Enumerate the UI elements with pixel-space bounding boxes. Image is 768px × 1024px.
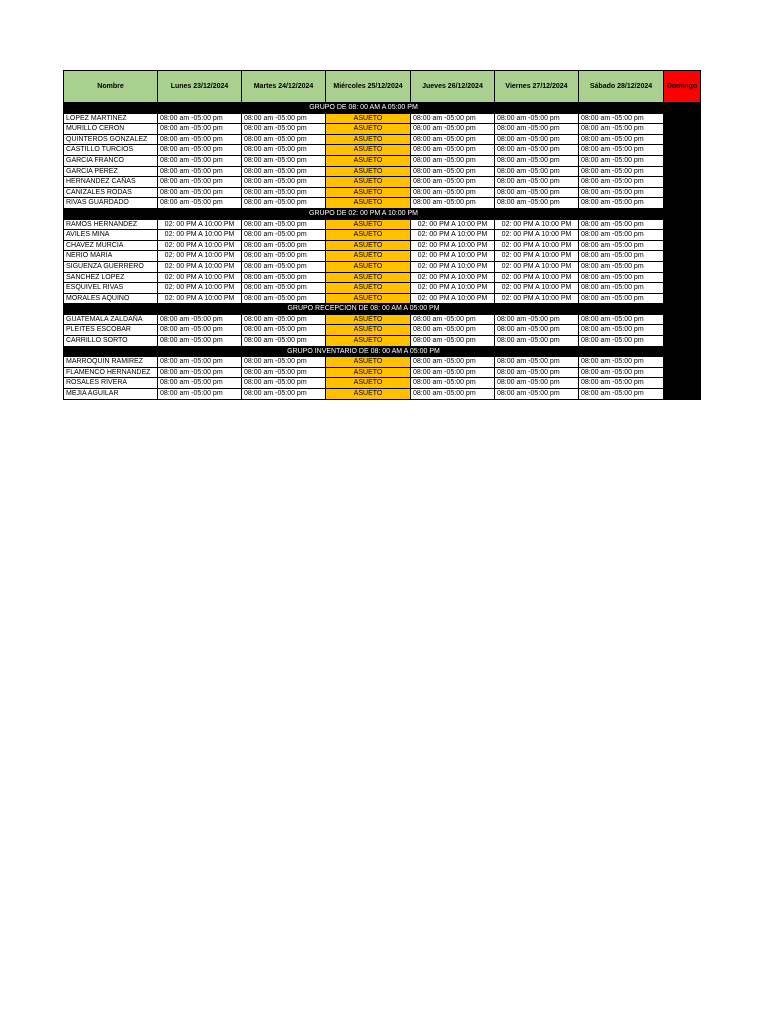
shift-cell: 08:00 am -05:00 pm (242, 198, 326, 209)
shift-cell: 02: 00 PM A 10:00 PM (495, 240, 579, 251)
shift-cell: 08:00 am -05:00 pm (242, 293, 326, 304)
shift-cell: 08:00 am -05:00 pm (158, 198, 242, 209)
header-martes: Martes 24/12/2024 (242, 71, 326, 103)
employee-name: ROSALES RIVERA (64, 378, 158, 389)
shift-cell: 08:00 am -05:00 pm (158, 134, 242, 145)
shift-cell: 02: 00 PM A 10:00 PM (158, 283, 242, 294)
shift-cell: 02: 00 PM A 10:00 PM (495, 219, 579, 230)
shift-cell: 08:00 am -05:00 pm (579, 325, 664, 336)
shift-cell: 08:00 am -05:00 pm (495, 325, 579, 336)
shift-cell: 08:00 am -05:00 pm (495, 314, 579, 325)
shift-cell: 08:00 am -05:00 pm (242, 187, 326, 198)
shift-cell: 08:00 am -05:00 pm (495, 389, 579, 400)
employee-name: MEJIA AGUILAR (64, 389, 158, 400)
shift-cell: 08:00 am -05:00 pm (411, 357, 495, 368)
shift-cell: 08:00 am -05:00 pm (242, 367, 326, 378)
shift-cell: 08:00 am -05:00 pm (579, 113, 664, 124)
shift-cell: 08:00 am -05:00 pm (411, 134, 495, 145)
group-header-row (64, 346, 701, 357)
shift-cell: 02: 00 PM A 10:00 PM (495, 251, 579, 262)
shift-cell: 08:00 am -05:00 pm (242, 134, 326, 145)
shift-cell: 08:00 am -05:00 pm (579, 166, 664, 177)
shift-cell: 08:00 am -05:00 pm (242, 389, 326, 400)
holiday-cell: ASUETO (326, 357, 411, 368)
table-row (64, 113, 701, 124)
employee-name: CANIZALES RODAS (64, 187, 158, 198)
table-row (64, 325, 701, 336)
shift-cell: 08:00 am -05:00 pm (495, 155, 579, 166)
table-row (64, 240, 701, 251)
shift-cell: 02: 00 PM A 10:00 PM (495, 272, 579, 283)
employee-name: SANCHEZ LOPEZ (64, 272, 158, 283)
table-row (64, 378, 701, 389)
shift-cell: 02: 00 PM A 10:00 PM (411, 230, 495, 241)
shift-cell: 08:00 am -05:00 pm (411, 187, 495, 198)
table-row (64, 357, 701, 368)
shift-cell: 08:00 am -05:00 pm (411, 145, 495, 156)
shift-cell: 08:00 am -05:00 pm (579, 124, 664, 135)
shift-cell: 08:00 am -05:00 pm (411, 155, 495, 166)
shift-cell: 08:00 am -05:00 pm (411, 378, 495, 389)
employee-name: AVILES MINA (64, 230, 158, 241)
shift-cell: 08:00 am -05:00 pm (579, 357, 664, 368)
shift-cell: 08:00 am -05:00 pm (495, 177, 579, 188)
employee-name: CASTILLO TURCIOS (64, 145, 158, 156)
holiday-cell: ASUETO (326, 155, 411, 166)
shift-cell: 02: 00 PM A 10:00 PM (158, 251, 242, 262)
holiday-cell: ASUETO (326, 198, 411, 209)
shift-cell: 08:00 am -05:00 pm (411, 325, 495, 336)
shift-cell: 08:00 am -05:00 pm (158, 145, 242, 156)
shift-cell: 08:00 am -05:00 pm (579, 240, 664, 251)
shift-cell: 08:00 am -05:00 pm (579, 367, 664, 378)
shift-cell: 08:00 am -05:00 pm (158, 325, 242, 336)
shift-cell: 08:00 am -05:00 pm (579, 219, 664, 230)
header-nombre: Nombre (64, 71, 158, 103)
schedule-body (64, 103, 701, 400)
table-row (64, 187, 701, 198)
shift-cell: 08:00 am -05:00 pm (411, 367, 495, 378)
shift-cell: 08:00 am -05:00 pm (242, 219, 326, 230)
shift-cell: 02: 00 PM A 10:00 PM (411, 293, 495, 304)
header-domingo: Domingo (664, 71, 701, 103)
shift-cell: 08:00 am -05:00 pm (411, 124, 495, 135)
shift-cell: 08:00 am -05:00 pm (495, 187, 579, 198)
holiday-cell: ASUETO (326, 134, 411, 145)
holiday-cell: ASUETO (326, 145, 411, 156)
employee-name: MARROQUIN RAMIREZ (64, 357, 158, 368)
shift-cell: 08:00 am -05:00 pm (579, 187, 664, 198)
employee-name: FLAMENCO HERNANDEZ (64, 367, 158, 378)
shift-cell: 08:00 am -05:00 pm (242, 272, 326, 283)
shift-cell: 08:00 am -05:00 pm (579, 293, 664, 304)
shift-cell: 08:00 am -05:00 pm (579, 177, 664, 188)
holiday-cell: ASUETO (326, 240, 411, 251)
shift-cell: 08:00 am -05:00 pm (158, 367, 242, 378)
shift-cell: 02: 00 PM A 10:00 PM (158, 230, 242, 241)
holiday-cell: ASUETO (326, 177, 411, 188)
employee-name: LOPEZ MARTINEZ (64, 113, 158, 124)
shift-cell: 08:00 am -05:00 pm (495, 357, 579, 368)
table-row (64, 367, 701, 378)
shift-cell: 02: 00 PM A 10:00 PM (495, 230, 579, 241)
shift-cell: 08:00 am -05:00 pm (242, 166, 326, 177)
holiday-cell: ASUETO (326, 166, 411, 177)
shift-cell: 08:00 am -05:00 pm (242, 261, 326, 272)
group-title: GRUPO INVENTARIO DE 08: 00 AM A 05:00 PM (64, 346, 664, 357)
shift-cell: 08:00 am -05:00 pm (411, 336, 495, 347)
table-row (64, 177, 701, 188)
shift-cell: 08:00 am -05:00 pm (411, 177, 495, 188)
shift-cell: 02: 00 PM A 10:00 PM (158, 240, 242, 251)
table-row (64, 134, 701, 145)
holiday-cell: ASUETO (326, 219, 411, 230)
employee-name: QUINTEROS GONZALEZ (64, 134, 158, 145)
table-row (64, 272, 701, 283)
shift-cell: 02: 00 PM A 10:00 PM (411, 240, 495, 251)
holiday-cell: ASUETO (326, 272, 411, 283)
employee-name: MORALES AQUINO (64, 293, 158, 304)
shift-cell: 08:00 am -05:00 pm (158, 177, 242, 188)
table-row (64, 155, 701, 166)
holiday-cell: ASUETO (326, 389, 411, 400)
shift-cell: 08:00 am -05:00 pm (495, 336, 579, 347)
shift-cell: 02: 00 PM A 10:00 PM (411, 272, 495, 283)
shift-cell: 08:00 am -05:00 pm (495, 113, 579, 124)
shift-cell: 08:00 am -05:00 pm (158, 336, 242, 347)
shift-cell: 08:00 am -05:00 pm (495, 145, 579, 156)
shift-cell: 08:00 am -05:00 pm (495, 198, 579, 209)
shift-cell: 08:00 am -05:00 pm (158, 166, 242, 177)
group-header-row (64, 208, 701, 219)
shift-cell: 08:00 am -05:00 pm (158, 378, 242, 389)
table-row (64, 198, 701, 209)
group-header-row (64, 103, 701, 114)
shift-cell: 08:00 am -05:00 pm (495, 367, 579, 378)
employee-name: NERIO MARIA (64, 251, 158, 262)
employee-name: CHAVEZ MURCIA (64, 240, 158, 251)
shift-cell: 08:00 am -05:00 pm (158, 124, 242, 135)
holiday-cell: ASUETO (326, 187, 411, 198)
shift-cell: 08:00 am -05:00 pm (158, 187, 242, 198)
employee-name: GUATEMALA ZALDAÑA (64, 314, 158, 325)
shift-cell: 02: 00 PM A 10:00 PM (495, 293, 579, 304)
shift-cell: 02: 00 PM A 10:00 PM (495, 261, 579, 272)
table-row (64, 336, 701, 347)
shift-cell: 08:00 am -05:00 pm (579, 230, 664, 241)
shift-cell: 02: 00 PM A 10:00 PM (411, 283, 495, 294)
holiday-cell: ASUETO (326, 336, 411, 347)
employee-name: RAMOS HERNANDEZ (64, 219, 158, 230)
shift-cell: 02: 00 PM A 10:00 PM (158, 293, 242, 304)
shift-cell: 08:00 am -05:00 pm (242, 155, 326, 166)
table-row (64, 251, 701, 262)
employee-name: ESQUIVEL RIVAS (64, 283, 158, 294)
shift-cell: 02: 00 PM A 10:00 PM (158, 219, 242, 230)
holiday-cell: ASUETO (326, 378, 411, 389)
table-row (64, 283, 701, 294)
shift-cell: 08:00 am -05:00 pm (242, 113, 326, 124)
holiday-cell: ASUETO (326, 314, 411, 325)
shift-cell: 08:00 am -05:00 pm (579, 389, 664, 400)
holiday-cell: ASUETO (326, 367, 411, 378)
shift-cell: 08:00 am -05:00 pm (242, 124, 326, 135)
shift-cell: 08:00 am -05:00 pm (158, 357, 242, 368)
shift-cell: 08:00 am -05:00 pm (242, 177, 326, 188)
shift-cell: 02: 00 PM A 10:00 PM (411, 261, 495, 272)
shift-cell: 02: 00 PM A 10:00 PM (158, 272, 242, 283)
employee-name: RIVAS GUARDADO (64, 198, 158, 209)
header-viernes: Viernes 27/12/2024 (495, 71, 579, 103)
shift-cell: 08:00 am -05:00 pm (242, 145, 326, 156)
shift-cell: 02: 00 PM A 10:00 PM (158, 261, 242, 272)
shift-cell: 08:00 am -05:00 pm (579, 261, 664, 272)
shift-cell: 08:00 am -05:00 pm (579, 378, 664, 389)
shift-cell: 08:00 am -05:00 pm (242, 357, 326, 368)
header-miercoles: Miércoles 25/12/2024 (326, 71, 411, 103)
table-row (64, 124, 701, 135)
table-row (64, 314, 701, 325)
employee-name: HERNANDEZ CAÑAS (64, 177, 158, 188)
shift-cell: 02: 00 PM A 10:00 PM (411, 251, 495, 262)
schedule-table (63, 70, 701, 400)
employee-name: PLEITES ESCOBAR (64, 325, 158, 336)
employee-name: MURILLO CERON (64, 124, 158, 135)
shift-cell: 08:00 am -05:00 pm (495, 124, 579, 135)
shift-cell: 08:00 am -05:00 pm (242, 336, 326, 347)
shift-cell: 08:00 am -05:00 pm (242, 230, 326, 241)
holiday-cell: ASUETO (326, 124, 411, 135)
shift-cell: 08:00 am -05:00 pm (158, 113, 242, 124)
shift-cell: 02: 00 PM A 10:00 PM (411, 219, 495, 230)
holiday-cell: ASUETO (326, 230, 411, 241)
employee-name: SIGUENZA GUERRERO (64, 261, 158, 272)
table-row (64, 293, 701, 304)
shift-cell: 08:00 am -05:00 pm (579, 134, 664, 145)
shift-cell: 08:00 am -05:00 pm (579, 251, 664, 262)
shift-cell: 08:00 am -05:00 pm (242, 314, 326, 325)
shift-cell: 08:00 am -05:00 pm (411, 314, 495, 325)
shift-cell: 08:00 am -05:00 pm (158, 314, 242, 325)
holiday-cell: ASUETO (326, 325, 411, 336)
shift-cell: 08:00 am -05:00 pm (242, 378, 326, 389)
sunday-column-cell (664, 103, 701, 400)
shift-cell: 08:00 am -05:00 pm (579, 272, 664, 283)
shift-cell: 08:00 am -05:00 pm (579, 336, 664, 347)
header-sabado: Sábado 28/12/2024 (579, 71, 664, 103)
holiday-cell: ASUETO (326, 293, 411, 304)
shift-cell: 08:00 am -05:00 pm (579, 314, 664, 325)
shift-cell: 08:00 am -05:00 pm (158, 389, 242, 400)
header-jueves: Jueves 26/12/2024 (411, 71, 495, 103)
group-title: GRUPO RECEPCION DE 08: 00 AM A 05:00 PM (64, 304, 664, 315)
holiday-cell: ASUETO (326, 113, 411, 124)
table-row (64, 389, 701, 400)
shift-cell: 08:00 am -05:00 pm (242, 283, 326, 294)
employee-name: GARCIA FRANCO (64, 155, 158, 166)
shift-cell: 08:00 am -05:00 pm (411, 389, 495, 400)
shift-cell: 08:00 am -05:00 pm (411, 166, 495, 177)
holiday-cell: ASUETO (326, 261, 411, 272)
table-row (64, 261, 701, 272)
holiday-cell: ASUETO (326, 283, 411, 294)
table-row (64, 166, 701, 177)
group-title: GRUPO DE 02: 00 PM A 10:00 PM (64, 208, 664, 219)
table-row (64, 145, 701, 156)
employee-name: GARCIA PEREZ (64, 166, 158, 177)
shift-cell: 08:00 am -05:00 pm (579, 145, 664, 156)
shift-cell: 02: 00 PM A 10:00 PM (495, 283, 579, 294)
table-row (64, 219, 701, 230)
shift-cell: 08:00 am -05:00 pm (495, 166, 579, 177)
shift-cell: 08:00 am -05:00 pm (411, 113, 495, 124)
holiday-cell: ASUETO (326, 251, 411, 262)
shift-cell: 08:00 am -05:00 pm (579, 198, 664, 209)
group-title: GRUPO DE 08: 00 AM A 05:00 PM (64, 103, 664, 114)
shift-cell: 08:00 am -05:00 pm (158, 155, 242, 166)
employee-name: CARRILLO SORTO (64, 336, 158, 347)
shift-cell: 08:00 am -05:00 pm (411, 198, 495, 209)
shift-cell: 08:00 am -05:00 pm (242, 240, 326, 251)
shift-cell: 08:00 am -05:00 pm (495, 134, 579, 145)
shift-cell: 08:00 am -05:00 pm (242, 325, 326, 336)
group-header-row (64, 304, 701, 315)
table-row (64, 230, 701, 241)
header-lunes: Lunes 23/12/2024 (158, 71, 242, 103)
shift-cell: 08:00 am -05:00 pm (579, 155, 664, 166)
header-row (64, 71, 701, 103)
shift-cell: 08:00 am -05:00 pm (579, 283, 664, 294)
shift-cell: 08:00 am -05:00 pm (242, 251, 326, 262)
shift-cell: 08:00 am -05:00 pm (495, 378, 579, 389)
